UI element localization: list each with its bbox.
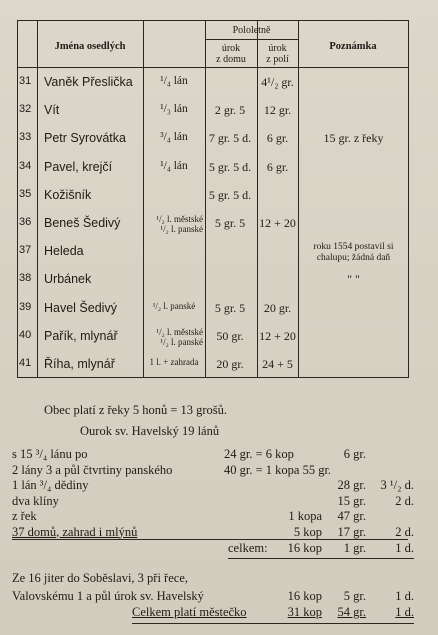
row-note: " " — [347, 272, 360, 287]
summary-item-label: 37 domů, zahrad i mlýnů — [12, 524, 138, 539]
row-name: Beneš Šedivý — [44, 216, 121, 230]
header-field-rent: úrok z polí — [266, 43, 289, 65]
summary-item-label: 2 lány 3 a půl čtvrtiny panského — [12, 462, 173, 477]
row-name: Kožišník — [44, 187, 92, 202]
summary-item-kop: 5 kop — [293, 524, 322, 539]
summary-item-d: 3 ¹/₂ d. — [380, 478, 414, 492]
row-number: 41 — [19, 357, 32, 369]
row-number: 39 — [19, 300, 32, 313]
summary-ourok-title: Ourok sv. Havelský 19 lánů — [80, 424, 220, 438]
total-kop: 16 kop — [287, 541, 322, 555]
row-share: ¹/₃ lán — [160, 103, 188, 116]
row-number: 35 — [19, 187, 32, 200]
row-field-rent: 12 + 20 — [259, 216, 296, 230]
final-d: 1 d. — [395, 605, 414, 619]
summary-item-label: 1 lán ³/₄ dědiny — [12, 478, 89, 492]
row-house-rent: 20 gr. — [216, 357, 244, 371]
line2-gr: 5 gr. — [343, 589, 366, 603]
summary-line2: Valovskému 1 a půl úrok sv. Havelský — [12, 589, 204, 603]
total-gr: 1 gr. — [343, 541, 366, 555]
summary-item-gr: 28 gr. — [337, 478, 366, 492]
summary-item-gr: 15 gr. — [337, 493, 366, 508]
row-field-rent: 4¹/₂ gr. — [261, 75, 294, 89]
row-house-rent: 7 gr. 5 d. — [208, 131, 252, 146]
total-d: 1 d. — [395, 541, 414, 555]
row-field-rent: 20 gr. — [263, 300, 292, 315]
row-share: ³/₄ lán — [160, 131, 188, 144]
summary-item-rate: 24 gr. = 6 kop — [224, 447, 294, 461]
row-number: 37 — [19, 244, 32, 257]
row-number: 31 — [19, 75, 32, 87]
header-names: Jména osedlých — [54, 41, 126, 52]
line2-d: 1 d. — [395, 589, 414, 603]
row-name: Petr Syrovátka — [44, 131, 126, 146]
row-share: ¹/₂ l. městské ¹/₂ l. panské — [156, 214, 203, 234]
row-share: ¹/₂ l. městské ¹/₂ l. panské — [156, 326, 203, 347]
row-name: Pařík, mlynář — [44, 328, 118, 343]
row-field-rent: 6 gr. — [266, 131, 289, 146]
summary-item-label: z řek — [12, 509, 37, 523]
summary-item-label: dva klíny — [12, 493, 59, 508]
row-number: 40 — [19, 328, 32, 341]
row-name: Vít — [44, 103, 60, 118]
summary-item-rate: 40 gr. = 1 kopa 55 gr. — [224, 462, 332, 477]
row-house-rent: 2 gr. 5 — [214, 103, 246, 118]
row-share: ¹/₂ l. panské — [152, 300, 196, 311]
row-field-rent: 12 + 20 — [259, 328, 296, 343]
row-house-rent: 5 gr. 5 d. — [208, 187, 252, 202]
summary-line1: Ze 16 jiter do Soběslavi, 3 při řece, — [12, 571, 188, 585]
row-name: Havel Šedivý — [44, 300, 117, 315]
row-field-rent: 24 + 5 — [262, 357, 293, 371]
row-name: Pavel, krejčí — [44, 159, 113, 174]
row-name: Vaněk Přeslička — [44, 75, 133, 89]
row-share: ¹/₄ lán — [160, 159, 188, 172]
census-table — [17, 20, 409, 378]
total-label: celkem: — [228, 541, 268, 555]
summary-item-d: 2 d. — [395, 524, 414, 539]
row-house-rent: 5 gr. 5 d. — [208, 159, 252, 174]
row-name: Říha, mlynář — [44, 357, 115, 371]
final-label: Celkem platí městečko — [132, 605, 247, 619]
summary-item-gr: 17 gr. — [337, 524, 366, 539]
header-house-rent: úrok z domu — [216, 43, 246, 65]
row-share: ¹/₄ lán — [160, 75, 188, 87]
row-note: roku 1554 postavil si chalupu; žádná daň — [313, 242, 394, 264]
row-share: 1 l. + zahrada — [149, 357, 199, 367]
header-note: Poznámka — [329, 41, 377, 52]
final-gr: 54 gr. — [337, 605, 366, 619]
row-house-rent: 5 gr. 5 — [214, 300, 246, 315]
row-number: 34 — [19, 159, 32, 172]
summary-item-label: s 15 ³/₄ lánu po — [12, 447, 88, 461]
row-house-rent: 5 gr. 5 — [214, 216, 246, 230]
summary-obec: Obec platí z řeky 5 honů = 13 grošů. — [44, 403, 228, 417]
row-field-rent: 12 gr. — [263, 103, 292, 118]
final-kop: 31 kop — [287, 605, 322, 619]
row-number: 32 — [19, 103, 32, 116]
row-name: Heleda — [44, 244, 84, 259]
header-half-year: Pololetně — [232, 25, 271, 36]
summary-item-gr: 47 gr. — [337, 509, 366, 523]
row-note: 15 gr. z řeky — [323, 131, 384, 146]
row-field-rent: 6 gr. — [266, 159, 289, 174]
summary-item-kop: 1 kopa — [288, 509, 322, 523]
summary-item-gr: 6 gr. — [343, 447, 366, 461]
row-number: 38 — [19, 272, 32, 285]
row-number: 33 — [19, 131, 32, 144]
row-house-rent: 50 gr. — [216, 328, 244, 343]
line2-kop: 16 kop — [287, 589, 322, 603]
row-number: 36 — [19, 216, 32, 228]
summary-item-d: 2 d. — [395, 493, 414, 508]
row-name: Urbánek — [44, 272, 92, 287]
